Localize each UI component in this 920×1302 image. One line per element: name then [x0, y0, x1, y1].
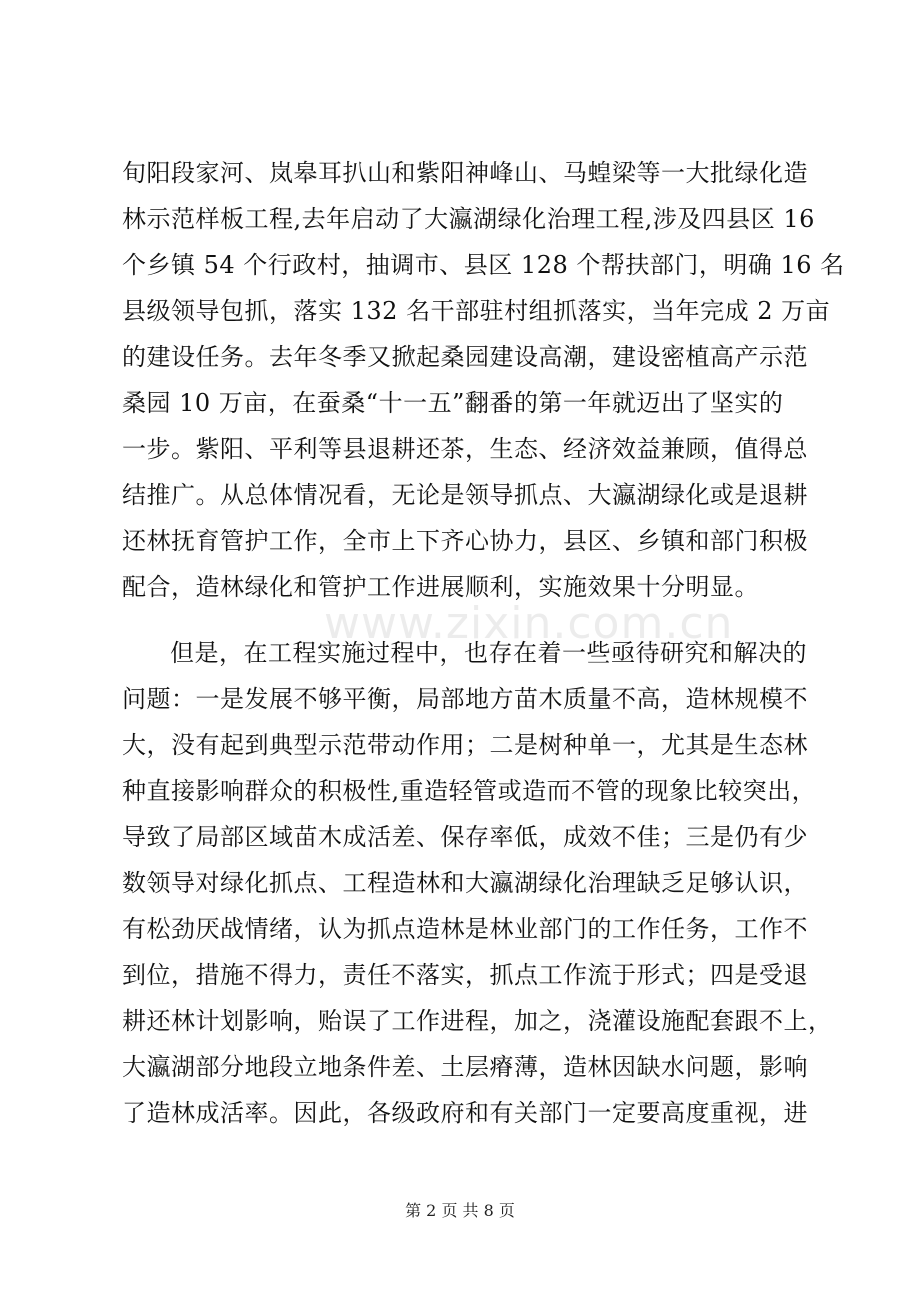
watermark: www.zixin.com.cn [324, 598, 734, 649]
text-line: 县级领导包抓，落实 132 名干部驻村组抓落实，当年完成 2 万亩 [122, 297, 831, 325]
text-line: 大瀛湖部分地段立地条件差、土层瘠薄，造林因缺水问题，影响 [122, 1053, 808, 1081]
text-line: 但是，在工程实施过程中，也存在着一些亟待研究和解决的 [170, 639, 807, 667]
page-number-label: 第 2 页 共 8 页 [405, 1201, 515, 1220]
text-line: 有松劲厌战情绪，认为抓点造林是林业部门的工作任务，工作不 [122, 915, 808, 943]
text-line: 旬阳段家河、岚皋耳扒山和紫阳神峰山、马蝗梁等一大批绿化造 [122, 159, 808, 187]
text-line: 的建设任务。去年冬季又掀起桑园建设高潮，建设密植高产示范 [122, 343, 808, 371]
page-footer [0, 1198, 920, 1221]
text-line: 林示范样板工程,去年启动了大瀛湖绿化治理工程,涉及四县区 16 [122, 205, 815, 233]
text-line: 种直接影响群众的积极性,重造轻管或造而不管的现象比较突出， [122, 777, 817, 805]
text-line: 耕还林计划影响，贻误了工作进程，加之，浇灌设施配套跟不上， [122, 1007, 833, 1035]
text-line: 个乡镇 54 个行政村，抽调市、县区 128 个帮扶部门，明确 16 名 [122, 251, 845, 279]
text-line: 一步。紫阳、平利等县退耕还茶，生态、经济效益兼顾，值得总 [122, 435, 808, 463]
text-line: 大，没有起到典型示范带动作用；二是树种单一，尤其是生态林 [122, 731, 808, 759]
text-line: 数领导对绿化抓点、工程造林和大瀛湖绿化治理缺乏足够认识， [122, 869, 808, 897]
text-line: 导致了局部区域苗木成活差、保存率低，成效不佳；三是仍有少 [122, 823, 808, 851]
text-line: 配合，造林绿化和管护工作进展顺利，实施效果十分明显。 [122, 573, 759, 601]
text-line: 还林抚育管护工作，全市上下齐心协力，县区、乡镇和部门积极 [122, 527, 808, 555]
text-line: 桑园 10 万亩，在蚕桑“十一五”翻番的第一年就迈出了坚实的 [122, 389, 784, 417]
text-line: 结推广。从总体情况看，无论是领导抓点、大瀛湖绿化或是退耕 [122, 481, 808, 509]
text-line: 了造林成活率。因此，各级政府和有关部门一定要高度重视，进 [122, 1099, 808, 1127]
text-line: 到位，措施不得力，责任不落实，抓点工作流于形式；四是受退 [122, 961, 808, 989]
text-line: 问题：一是发展不够平衡，局部地方苗木质量不高，造林规模不 [122, 685, 808, 713]
